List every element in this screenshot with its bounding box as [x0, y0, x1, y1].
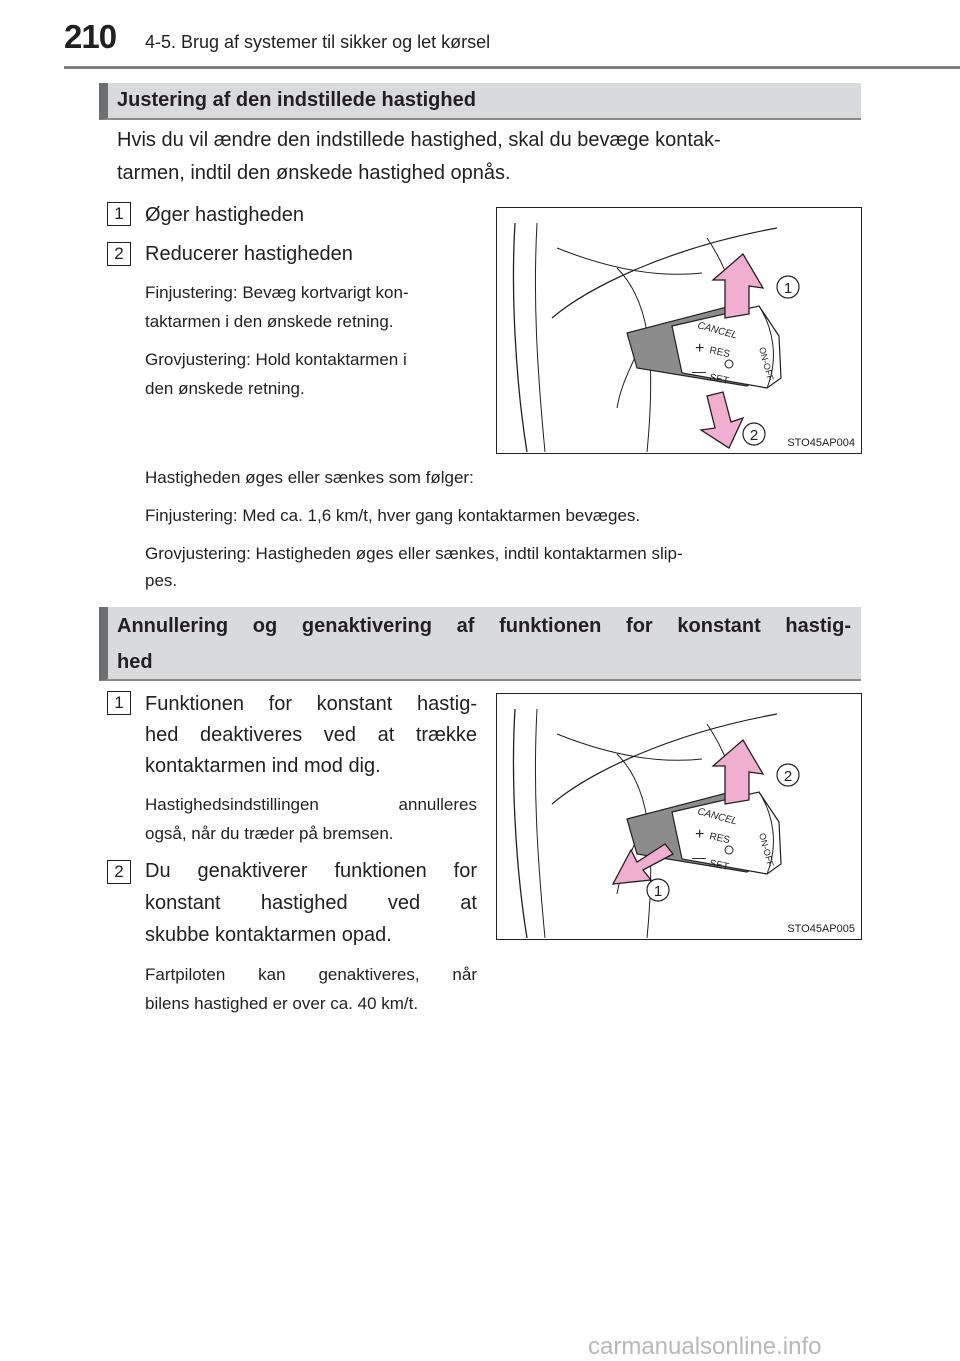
item-resume-line-2: konstant hastighed ved at: [145, 892, 477, 914]
coarse-rate-line-1: Grovjustering: Hastigheden øges eller sænkes, indtil kontaktarmen slip-: [145, 544, 683, 563]
item-number-badge: 2: [107, 860, 131, 884]
section-heading-line-2: hed: [117, 651, 153, 673]
item-decrease-speed: Reducerer hastigheden: [145, 243, 353, 265]
resume-note-line-1: Fartpiloten kan genaktiveres, når: [145, 965, 477, 984]
item-cancel-line-2: hed deaktiveres ved at trække: [145, 724, 477, 746]
speed-change-text: Hastigheden øges eller sænkes som følger:: [145, 468, 474, 487]
watermark: carmanualsonline.info: [588, 1333, 822, 1360]
fine-adjust-line-2: taktarmen i den ønskede retning.: [145, 312, 394, 331]
section-heading-cancel-resume: [99, 607, 861, 681]
header-divider: [64, 66, 960, 69]
coarse-rate-line-2: pes.: [145, 571, 178, 590]
resume-note-line-2: bilens hastighed er over ca. 40 km/t.: [145, 994, 419, 1013]
arrow-down-icon: [701, 392, 743, 448]
intro-line-2: tarmen, indtil den ønskede hastighed opnås.: [117, 162, 511, 184]
figure-stalk-adjust: [496, 207, 862, 454]
callout-1: 1: [653, 883, 663, 900]
fine-adjust-line-1: Finjustering: Bevæg kortvarigt kon-: [145, 283, 409, 302]
page-number: 210: [64, 18, 117, 55]
res-label: RES: [708, 345, 731, 361]
figure-stalk-cancel: [496, 693, 862, 940]
figure-code: STO45AP004: [787, 437, 855, 449]
item-resume-line-3: skubbe kontaktarmen opad.: [145, 924, 392, 946]
item-number-badge: 2: [107, 242, 131, 266]
callout-2: 2: [783, 768, 793, 785]
item-resume-line-1: Du genaktiverer funktionen for: [145, 860, 477, 882]
item-number-badge: 1: [107, 691, 131, 715]
figure-code: STO45AP005: [787, 923, 855, 935]
callout-2: 2: [749, 427, 759, 444]
onoff-label: ON-OFF: [757, 831, 776, 868]
section-heading-speed-adjust: Justering af den indstillede hastighed: [99, 83, 861, 120]
coarse-adjust-line-1: Grovjustering: Hold kontaktarmen i: [145, 350, 407, 369]
minus-symbol: —: [692, 849, 706, 865]
section-heading-line-1: Annullering og genaktivering af funktionen for konstant hastig-: [117, 615, 851, 637]
item-increase-speed: Øger hastigheden: [145, 204, 305, 226]
set-label: SET: [708, 858, 730, 873]
item-cancel-line-1: Funktionen for konstant hastig-: [145, 693, 477, 715]
chapter-title: 4-5. Brug af systemer til sikker og let kørsel: [145, 32, 491, 52]
intro-line-1: Hvis du vil ændre den indstillede hastighed, skal du bevæge kontak-: [117, 129, 721, 151]
item-number-badge: 1: [107, 202, 131, 226]
set-label: SET: [708, 372, 730, 387]
plus-symbol: +: [695, 340, 705, 357]
item-cancel-line-3: kontaktarmen ind mod dig.: [145, 755, 381, 777]
cancel-note-line-1: Hastighedsindstillingen annulleres: [145, 795, 477, 814]
cancel-label: CANCEL: [696, 320, 739, 342]
callout-1: 1: [783, 280, 793, 297]
minus-symbol: —: [692, 363, 706, 379]
coarse-adjust-line-2: den ønskede retning.: [145, 379, 305, 398]
plus-symbol: +: [695, 826, 705, 843]
res-label: RES: [708, 831, 731, 847]
onoff-label: ON-OFF: [757, 345, 776, 382]
cancel-label: CANCEL: [696, 806, 739, 828]
fine-rate-text: Finjustering: Med ca. 1,6 km/t, hver gang kontaktarmen bevæges.: [145, 506, 641, 525]
cancel-note-line-2: også, når du træder på bremsen.: [145, 824, 394, 843]
stalk-illustration: [497, 694, 860, 938]
stalk-illustration: [497, 208, 860, 452]
